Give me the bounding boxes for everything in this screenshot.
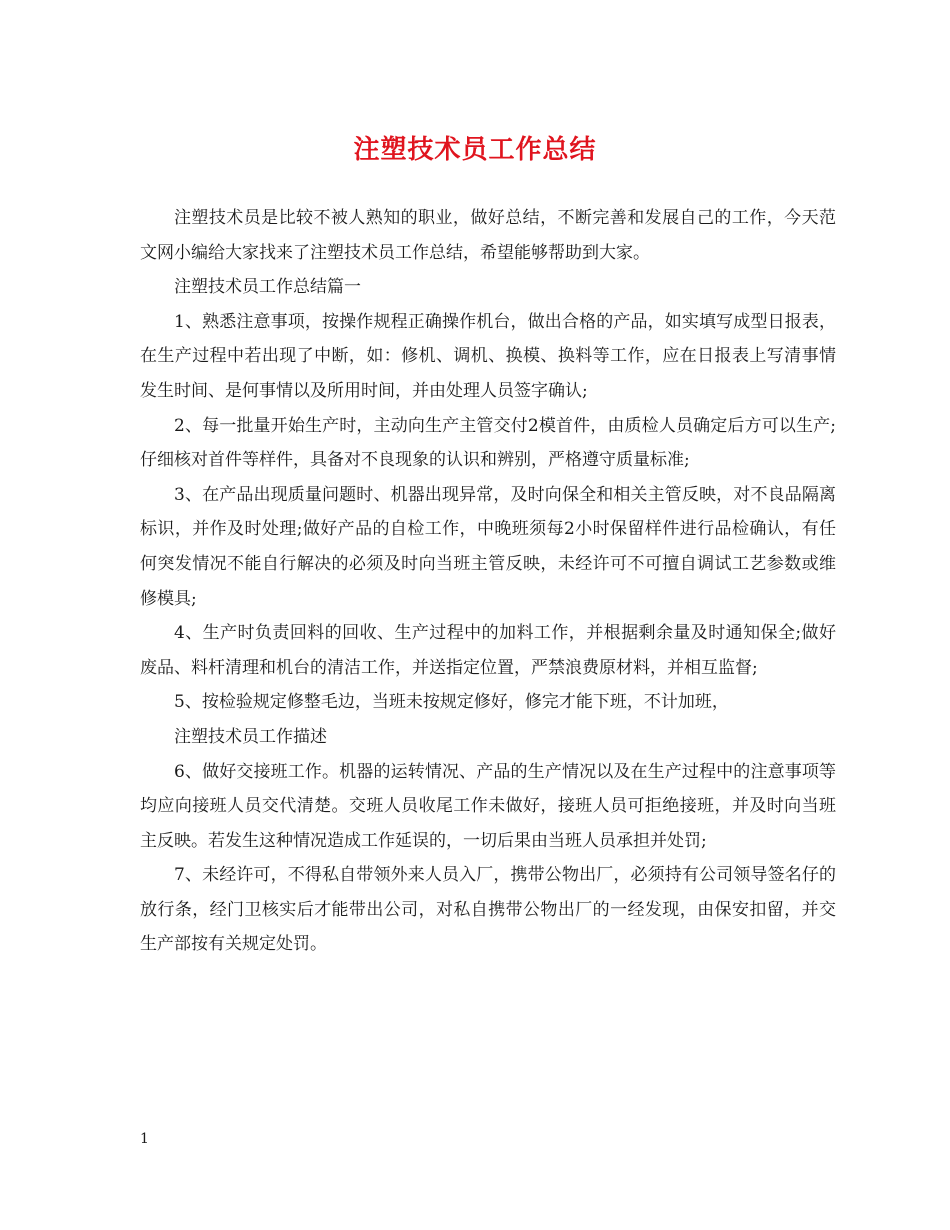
item-paragraph-5: 5、按检验规定修整毛边，当班未按规定修好，修完才能下班，不计加班， — [174, 692, 729, 713]
item-paragraph-4: 4、生产时负责回料的回收、生产过程中的加料工作，并根据剩余量及时通知保全;做好废品、料杆清理和机台的清洁工作，并送指定位置，严禁浪费原材料，并相互监督; — [140, 623, 836, 678]
item-paragraph-3: 3、在产品出现质量问题时、机器出现异常，及时向保全和相关主管反映，对不良品隔离标识，并作及时处理;做好产品的自检工作，中晚班须每2小时保留样件进行品检确认，有任何突发情况不能自行解决的必须及时向当班主管反映，未经许可不可擅自调试工艺参数或维修模具; — [140, 484, 836, 609]
item-paragraph-7: 7、未经许可，不得私自带领外来人员入厂，携带公物出厂，必须持有公司领导签名仔的放行条，经门卫核实后才能带出公司，对私自携带公物出厂的一经发现，由保安扣留，并交生产部按有关规定处罚。 — [140, 865, 836, 955]
item-paragraph-2: 2、每一批量开始生产时，主动向生产主管交付2模首件，由质检人员确定后方可以生产;仔细核对首件等样件，具备对不良现象的认识和辨别，严格遵守质量标准; — [140, 415, 836, 471]
intro-paragraph: 注塑技术员是比较不被人熟知的职业，做好总结，不断完善和发展自己的工作，今天范文网小编给大家找来了注塑技术员工作总结，希望能够帮助到大家。 — [140, 208, 836, 263]
document-title: 注塑技术员工作总结 — [353, 135, 597, 165]
item-paragraph-1: 1、熟悉注意事项，按操作规程正确操作机台，做出合格的产品，如实填写成型日报表，在生产过程中若出现了中断，如：修机、调机、换模、换料等工作，应在日报表上写清事情发生时间、是何事情以及所用时间，并由处理人员签字确认; — [140, 311, 836, 401]
page-number: 1 — [140, 1131, 149, 1147]
section-heading-part-one: 注塑技术员工作总结篇一 — [174, 277, 361, 298]
document-body — [140, 201, 836, 962]
section-heading-job-description: 注塑技术员工作描述 — [174, 726, 327, 747]
item-paragraph-6: 6、做好交接班工作。机器的运转情况、产品的生产情况以及在生产过程中的注意事项等均应向接班人员交代清楚。交班人员收尾工作未做好，接班人员可拒绝接班，并及时向当班主反映。若发生这种情况造成工作延误的，一切后果由当班人员承担并处罚; — [140, 761, 836, 851]
